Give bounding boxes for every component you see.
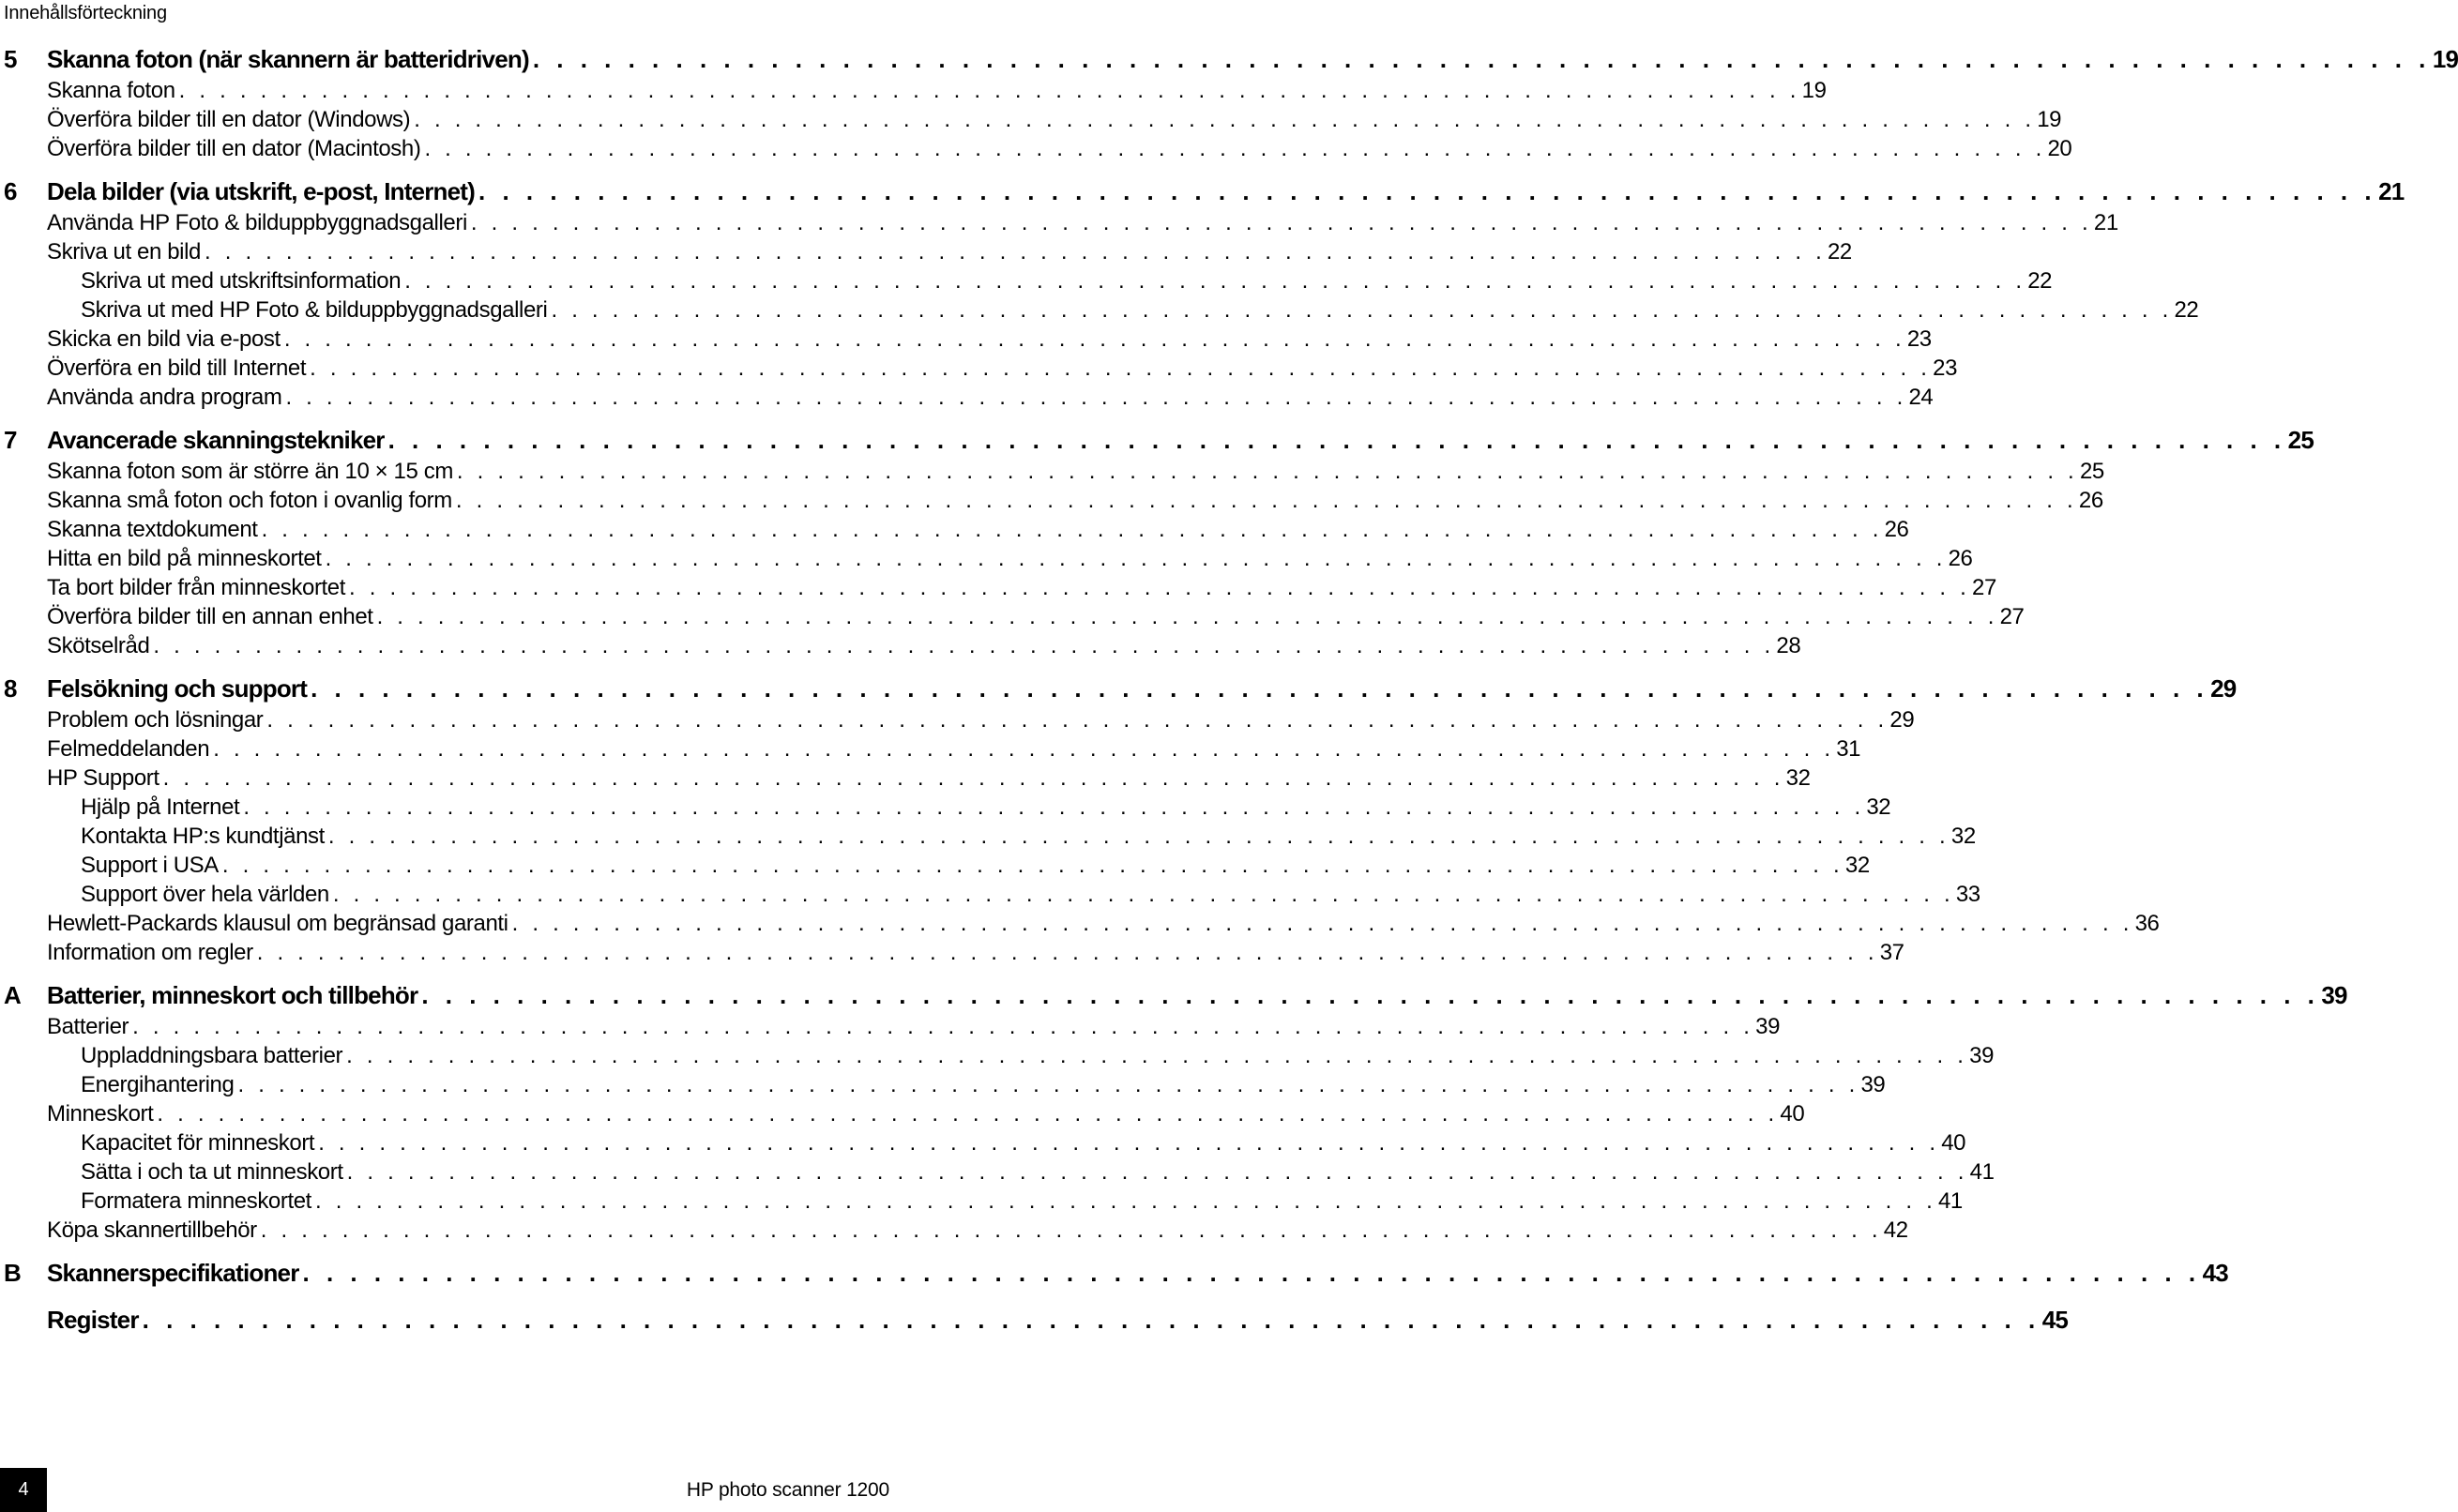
page-number: 25 <box>2079 459 2104 484</box>
footer-product-name: HP photo scanner 1200 <box>686 1479 889 1501</box>
toc-entry-row[interactable] <box>0 383 1934 412</box>
dot-leader: . . . . . . . . . . . . . . . . . . . . . . . . . . . . . . . . . . . . . . . . . . . . . . . . . . . . . . . . . . . . . . . . . . . . . . . . . . . . . . . . <box>311 674 2209 703</box>
entry-title: Kapacitet för minneskort <box>81 1130 315 1156</box>
toc-chapter <box>0 672 2237 967</box>
dot-leader: . . . . . . . . . . . . . . . . . . . . . . . . . . . . . . . . . . . . . . . . . . . . . . . . . . . . . . . . . . . . . . . . . . . . . . . . . . . . . . . . <box>346 1159 1968 1185</box>
page-number: 43 <box>2202 1259 2228 1287</box>
dot-leader: . . . . . . . . . . . . . . . . . . . . . . . . . . . . . . . . . . . . . . . . . . . . . . . . . . . . . . . . . . . . . . . . . . . . . . . . . . . . . . . . <box>221 853 1844 878</box>
dot-leader: . . . . . . . . . . . . . . . . . . . . . . . . . . . . . . . . . . . . . . . . . . . . . . . . . . . . . . . . . . . . . . . . . . . . . . . . . . . . . . . . <box>332 882 1954 907</box>
entry-title: Energihantering <box>81 1072 235 1097</box>
chapter-title: Register <box>47 1306 139 1334</box>
toc-entry-row[interactable] <box>0 1157 1995 1187</box>
page-number: 32 <box>1866 794 1891 820</box>
dot-leader: . . . . . . . . . . . . . . . . . . . . . . . . . . . . . . . . . . . . . . . . . . . . . . . . . . . . . . . . . . . . . . . . . . . . . . . . . . . . . . . . <box>414 107 2036 132</box>
entry-title: Hjälp på Internet <box>81 794 240 820</box>
toc-chapter-row[interactable] <box>0 174 2405 208</box>
entry-title: Batterier <box>47 1014 129 1039</box>
page-number: 40 <box>1780 1101 1805 1126</box>
entry-title: Överföra bilder till en annan enhet <box>47 604 373 629</box>
entry-title: Problem och lösningar <box>47 707 264 733</box>
toc-entry-row[interactable] <box>0 909 2160 938</box>
toc-entry-row[interactable] <box>0 76 1827 105</box>
dot-leader: . . . . . . . . . . . . . . . . . . . . . . . . . . . . . . . . . . . . . . . . . . . . . . . . . . . . . . . . . . . . . . . . . . . . . . . . . . . . . . . . <box>456 459 2078 484</box>
toc-entry-row[interactable] <box>0 544 1973 573</box>
page-number: 39 <box>2321 981 2347 1009</box>
entry-title: Skriva ut med utskriftsinformation <box>81 268 402 294</box>
dot-leader: . . . . . . . . . . . . . . . . . . . . . . . . . . . . . . . . . . . . . . . . . . . . . . . . . . . . . . . . . . . . . . . . . . . . . . . . . . . . . . . . <box>349 575 1971 600</box>
entry-title: Köpa skannertillbehör <box>47 1217 257 1243</box>
page-number: 31 <box>1836 736 1861 762</box>
page-number: 41 <box>1937 1188 1963 1214</box>
chapter-title: Skanna foton (när skannern är batteridriven) <box>47 45 529 73</box>
chapter-number: B <box>4 1259 21 1287</box>
running-header: Innehållsförteckning <box>4 3 167 23</box>
toc-entry-row[interactable] <box>0 1216 1908 1245</box>
entry-title: Skanna små foton och foton i ovanlig form <box>47 488 452 513</box>
page-number: 19 <box>1801 78 1827 103</box>
toc-entry-row[interactable] <box>0 105 2062 134</box>
dot-leader: . . . . . . . . . . . . . . . . . . . . . . . . . . . . . . . . . . . . . . . . . . . . . . . . . . . . . . . . . . . . . . . . . . . . . . . . . . . . . . . . <box>424 136 2046 161</box>
table-of-contents <box>0 42 2458 1348</box>
page-number: 40 <box>1941 1130 1966 1156</box>
entry-title: Support över hela världen <box>81 882 329 907</box>
entry-title: Support i USA <box>81 853 219 878</box>
entry-title: Skriva ut en bild <box>47 239 201 265</box>
page-number: 28 <box>1776 633 1801 658</box>
page-number: 32 <box>1844 853 1870 878</box>
page-number: 29 <box>2210 674 2237 703</box>
page-number: 22 <box>1827 239 1852 265</box>
entry-title: Överföra bilder till en dator (Macintosh) <box>47 136 421 161</box>
page-number: 29 <box>1889 707 1915 733</box>
dot-leader: . . . . . . . . . . . . . . . . . . . . . . . . . . . . . . . . . . . . . . . . . . . . . . . . . . . . . . . . . . . . . . . . . . . . . . . . . . . . . . . . <box>318 1130 1940 1156</box>
toc-entry-row[interactable] <box>0 515 1909 544</box>
page-number: 24 <box>1908 385 1934 410</box>
entry-title: Skriva ut med HP Foto & bilduppbyggnadsgalleri <box>81 297 548 323</box>
chapter-title: Avancerade skanningstekniker <box>47 426 385 454</box>
dot-leader: . . . . . . . . . . . . . . . . . . . . . . . . . . . . . . . . . . . . . . . . . . . . . . . . . . . . . . . . . . . . . . . . . . . . . . . . . . . . . . . . <box>213 736 1835 762</box>
toc-entry-row[interactable] <box>0 822 1976 851</box>
dot-leader: . . . . . . . . . . . . . . . . . . . . . . . . . . . . . . . . . . . . . . . . . . . . . . . . . . . . . . . . . . . . . . . . . . . . . . . . . . . . . . . . <box>256 940 1878 965</box>
entry-title: Hitta en bild på minneskortet <box>47 546 322 571</box>
toc-chapter-row[interactable] <box>0 672 2237 705</box>
toc-chapter-row[interactable] <box>0 42 2458 76</box>
toc-entry-row[interactable] <box>0 602 2025 631</box>
toc-chapter-row[interactable] <box>0 1303 2069 1337</box>
page-number: 22 <box>2027 268 2053 294</box>
toc-entry-row[interactable] <box>0 631 1801 660</box>
page-number: 32 <box>1785 765 1811 791</box>
page-number: 26 <box>1884 517 1909 542</box>
chapter-title: Felsökning och support <box>47 674 308 703</box>
dot-leader: . . . . . . . . . . . . . . . . . . . . . . . . . . . . . . . . . . . . . . . . . . . . . . . . . . . . . . . . . . . . . . . . . . . . . . . . . . . . . . . . <box>204 239 1826 265</box>
page-number: 37 <box>1879 940 1904 965</box>
toc-chapter <box>0 174 2405 412</box>
page-number: 22 <box>2174 297 2199 323</box>
toc-entry-row[interactable] <box>0 354 1958 383</box>
page-number: 20 <box>2047 136 2072 161</box>
dot-leader: . . . . . . . . . . . . . . . . . . . . . . . . . . . . . . . . . . . . . . . . . . . . . . . . . . . . . . . . . . . . . . . . . . . . . . . . . . . . . . . . <box>261 517 1883 542</box>
toc-chapter <box>0 423 2314 660</box>
dot-leader: . . . . . . . . . . . . . . . . . . . . . . . . . . . . . . . . . . . . . . . . . . . . . . . . . . . . . . . . . . . . . . . . . . . . . . . . . . . . . . . . <box>511 911 2133 936</box>
entry-title: Skanna textdokument <box>47 517 258 542</box>
dot-leader: . . . . . . . . . . . . . . . . . . . . . . . . . . . . . . . . . . . . . . . . . . . . . . . . . . . . . . . . . . . . . . . . . . . . . . . . . . . . . . . . <box>132 1014 1754 1039</box>
toc-entry-row[interactable] <box>0 208 2118 237</box>
entry-title: Skötselråd <box>47 633 150 658</box>
chapter-title: Skannerspecifikationer <box>47 1259 299 1287</box>
page-number: 41 <box>1969 1159 1995 1185</box>
dot-leader: . . . . . . . . . . . . . . . . . . . . . . . . . . . . . . . . . . . . . . . . . . . . . . . . . . . . . . . . . . . . . . . . . . . . . . . . . . . . . . . . <box>314 1188 1936 1214</box>
dot-leader: . . . . . . . . . . . . . . . . . . . . . . . . . . . . . . . . . . . . . . . . . . . . . . . . . . . . . . . . . . . . . . . . . . . . . . . . . . . . . . . . <box>470 210 2092 235</box>
dot-leader: . . . . . . . . . . . . . . . . . . . . . . . . . . . . . . . . . . . . . . . . . . . . . . . . . . . . . . . . . . . . . . . . . . . . . . . . . . . . . . . . <box>421 981 2320 1009</box>
entry-title: Information om regler <box>47 940 253 965</box>
entry-title: Hewlett-Packards klausul om begränsad garanti <box>47 911 508 936</box>
entry-title: Använda andra program <box>47 385 282 410</box>
toc-chapter-row[interactable] <box>0 978 2347 1012</box>
chapter-number: 8 <box>4 674 17 703</box>
dot-leader: . . . . . . . . . . . . . . . . . . . . . . . . . . . . . . . . . . . . . . . . . . . . . . . . . . . . . . . . . . . . . . . . . . . . . . . . . . . . . . . . <box>283 326 1905 352</box>
dot-leader: . . . . . . . . . . . . . . . . . . . . . . . . . . . . . . . . . . . . . . . . . . . . . . . . . . . . . . . . . . . . . . . . . . . . . . . . . . . . . . . . <box>260 1217 1882 1243</box>
toc-entry-row[interactable] <box>0 1099 1805 1128</box>
toc-chapter <box>0 978 2347 1245</box>
page-number: 23 <box>1906 326 1932 352</box>
dot-leader: . . . . . . . . . . . . . . . . . . . . . . . . . . . . . . . . . . . . . . . . . . . . . . . . . . . . . . . . . . . . . . . . . . . . . . . . . . . . . . . . <box>478 177 2377 205</box>
page-number: 21 <box>2093 210 2118 235</box>
dot-leader: . . . . . . . . . . . . . . . . . . . . . . . . . . . . . . . . . . . . . . . . . . . . . . . . . . . . . . . . . . . . . . . . . . . . . . . . . . . . . . . . <box>310 355 1932 381</box>
page-number: 39 <box>1860 1072 1886 1097</box>
dot-leader: . . . . . . . . . . . . . . . . . . . . . . . . . . . . . . . . . . . . . . . . . . . . . . . . . . . . . . . . . . . . . . . . . . . . . . . . . . . . . . . . <box>153 633 1775 658</box>
page-number: 19 <box>2037 107 2062 132</box>
toc-chapter-row[interactable] <box>0 423 2314 457</box>
dot-leader: . . . . . . . . . . . . . . . . . . . . . . . . . . . . . . . . . . . . . . . . . . . . . . . . . . . . . . . . . . . . . . . . . . . . . . . . . . . . . . . . <box>404 268 2026 294</box>
dot-leader: . . . . . . . . . . . . . . . . . . . . . . . . . . . . . . . . . . . . . . . . . . . . . . . . . . . . . . . . . . . . . . . . . . . . . . . . . . . . . . . . <box>551 297 2173 323</box>
chapter-number: 5 <box>4 45 17 73</box>
chapter-title: Dela bilder (via utskrift, e-post, Internet) <box>47 177 475 205</box>
chapter-title: Batterier, minneskort och tillbehör <box>47 981 418 1009</box>
entry-title: Kontakta HP:s kundtjänst <box>81 824 325 849</box>
toc-entry-row[interactable] <box>0 705 1915 734</box>
page-number: 21 <box>2378 177 2405 205</box>
entry-title: Skanna foton <box>47 78 175 103</box>
page-number: 27 <box>1999 604 2025 629</box>
toc-entry-row[interactable] <box>0 880 1980 909</box>
dot-leader: . . . . . . . . . . . . . . . . . . . . . . . . . . . . . . . . . . . . . . . . . . . . . . . . . . . . . . . . . . . . . . . . . . . . . . . . . . . . . . . . <box>178 78 1800 103</box>
toc-entry-row[interactable] <box>0 134 2072 163</box>
page-number: 33 <box>1955 882 1980 907</box>
dot-leader: . . . . . . . . . . . . . . . . . . . . . . . . . . . . . . . . . . . . . . . . . . . . . . . . . . . . . . . . . . . . . . . . . . . . . . . . . . . . . . . . <box>346 1043 1968 1068</box>
page-number: 26 <box>1948 546 1973 571</box>
page-number: 39 <box>1755 1014 1781 1039</box>
entry-title: Använda HP Foto & bilduppbyggnadsgalleri <box>47 210 467 235</box>
dot-leader: . . . . . . . . . . . . . . . . . . . . . . . . . . . . . . . . . . . . . . . . . . . . . . . . . . . . . . . . . . . . . . . . . . . . . . . . . . . . . . . . <box>327 824 1950 849</box>
toc-entry-row[interactable] <box>0 1128 1966 1157</box>
page-number: 25 <box>2287 426 2314 454</box>
toc-entry-row[interactable] <box>0 457 2104 486</box>
toc-chapter <box>0 1256 2228 1290</box>
toc-entry-row[interactable] <box>0 1012 1781 1041</box>
toc-chapter-row[interactable] <box>0 1256 2228 1290</box>
entry-title: Överföra bilder till en dator (Windows) <box>47 107 411 132</box>
page-number: 23 <box>1933 355 1958 381</box>
page-number: 42 <box>1883 1217 1908 1243</box>
page-number: 36 <box>2134 911 2160 936</box>
page-number: 45 <box>2041 1306 2069 1334</box>
dot-leader: . . . . . . . . . . . . . . . . . . . . . . . . . . . . . . . . . . . . . . . . . . . . . . . . . . . . . . . . . . . . . . . . . . . . . . . . . . . . . . . . <box>285 385 1907 410</box>
entry-title: Sätta i och ta ut minneskort <box>81 1159 343 1185</box>
toc-entry-row[interactable] <box>0 734 1861 764</box>
entry-title: Minneskort <box>47 1101 154 1126</box>
dot-leader: . . . . . . . . . . . . . . . . . . . . . . . . . . . . . . . . . . . . . . . . . . . . . . . . . . . . . . . . . . . . . . . . . . . . . . . . . . . . . . . . <box>142 1306 2041 1334</box>
dot-leader: . . . . . . . . . . . . . . . . . . . . . . . . . . . . . . . . . . . . . . . . . . . . . . . . . . . . . . . . . . . . . . . . . . . . . . . . . . . . . . . . <box>532 45 2431 73</box>
dot-leader: . . . . . . . . . . . . . . . . . . . . . . . . . . . . . . . . . . . . . . . . . . . . . . . . . . . . . . . . . . . . . . . . . . . . . . . . . . . . . . . . <box>455 488 2077 513</box>
dot-leader: . . . . . . . . . . . . . . . . . . . . . . . . . . . . . . . . . . . . . . . . . . . . . . . . . . . . . . . . . . . . . . . . . . . . . . . . . . . . . . . . <box>237 1072 1859 1097</box>
toc-entry-row[interactable] <box>0 325 1932 354</box>
page-number: 39 <box>1969 1043 1995 1068</box>
page-number: 32 <box>1950 824 1976 849</box>
toc-entry-row[interactable] <box>0 793 1891 822</box>
toc-entry-row[interactable] <box>0 266 2053 295</box>
entry-title: Skanna foton som är större än 10 × 15 cm <box>47 459 453 484</box>
entry-title: Uppladdningsbara batterier <box>81 1043 343 1068</box>
toc-entry-row[interactable] <box>0 1041 1995 1070</box>
toc-entry-row[interactable] <box>0 851 1870 880</box>
toc-entry-row[interactable] <box>0 295 2199 325</box>
chapter-number: A <box>4 981 21 1009</box>
page-number: 26 <box>2078 488 2103 513</box>
toc-entry-row[interactable] <box>0 1187 1963 1216</box>
toc-entry-row[interactable] <box>0 237 1852 266</box>
entry-title: Felmeddelanden <box>47 736 210 762</box>
dot-leader: . . . . . . . . . . . . . . . . . . . . . . . . . . . . . . . . . . . . . . . . . . . . . . . . . . . . . . . . . . . . . . . . . . . . . . . . . . . . . . . . <box>387 426 2286 454</box>
page-number-badge: 4 <box>0 1468 47 1512</box>
toc-entry-row[interactable] <box>0 486 2103 515</box>
toc-entry-row[interactable] <box>0 938 1904 967</box>
entry-title: Överföra en bild till Internet <box>47 355 307 381</box>
entry-title: Ta bort bilder från minneskortet <box>47 575 346 600</box>
chapter-number: 6 <box>4 177 17 205</box>
dot-leader: . . . . . . . . . . . . . . . . . . . . . . . . . . . . . . . . . . . . . . . . . . . . . . . . . . . . . . . . . . . . . . . . . . . . . . . . . . . . . . . . <box>266 707 1889 733</box>
toc-chapter <box>0 1303 2069 1337</box>
page-number: 19 <box>2432 45 2458 73</box>
entry-title: Formatera minneskortet <box>81 1188 311 1214</box>
dot-leader: . . . . . . . . . . . . . . . . . . . . . . . . . . . . . . . . . . . . . . . . . . . . . . . . . . . . . . . . . . . . . . . . . . . . . . . . . . . . . . . . <box>162 765 1784 791</box>
entry-title: HP Support <box>47 765 159 791</box>
dot-leader: . . . . . . . . . . . . . . . . . . . . . . . . . . . . . . . . . . . . . . . . . . . . . . . . . . . . . . . . . . . . . . . . . . . . . . . . . . . . . . . . <box>302 1259 2201 1287</box>
page-number: 27 <box>1972 575 1996 600</box>
toc-entry-row[interactable] <box>0 764 1811 793</box>
dot-leader: . . . . . . . . . . . . . . . . . . . . . . . . . . . . . . . . . . . . . . . . . . . . . . . . . . . . . . . . . . . . . . . . . . . . . . . . . . . . . . . . <box>376 604 1998 629</box>
dot-leader: . . . . . . . . . . . . . . . . . . . . . . . . . . . . . . . . . . . . . . . . . . . . . . . . . . . . . . . . . . . . . . . . . . . . . . . . . . . . . . . . <box>325 546 1947 571</box>
toc-chapter <box>0 42 2458 163</box>
toc-entry-row[interactable] <box>0 573 1996 602</box>
dot-leader: . . . . . . . . . . . . . . . . . . . . . . . . . . . . . . . . . . . . . . . . . . . . . . . . . . . . . . . . . . . . . . . . . . . . . . . . . . . . . . . . <box>243 794 1865 820</box>
dot-leader: . . . . . . . . . . . . . . . . . . . . . . . . . . . . . . . . . . . . . . . . . . . . . . . . . . . . . . . . . . . . . . . . . . . . . . . . . . . . . . . . <box>157 1101 1779 1126</box>
chapter-number: 7 <box>4 426 17 454</box>
toc-entry-row[interactable] <box>0 1070 1886 1099</box>
entry-title: Skicka en bild via e-post <box>47 326 281 352</box>
